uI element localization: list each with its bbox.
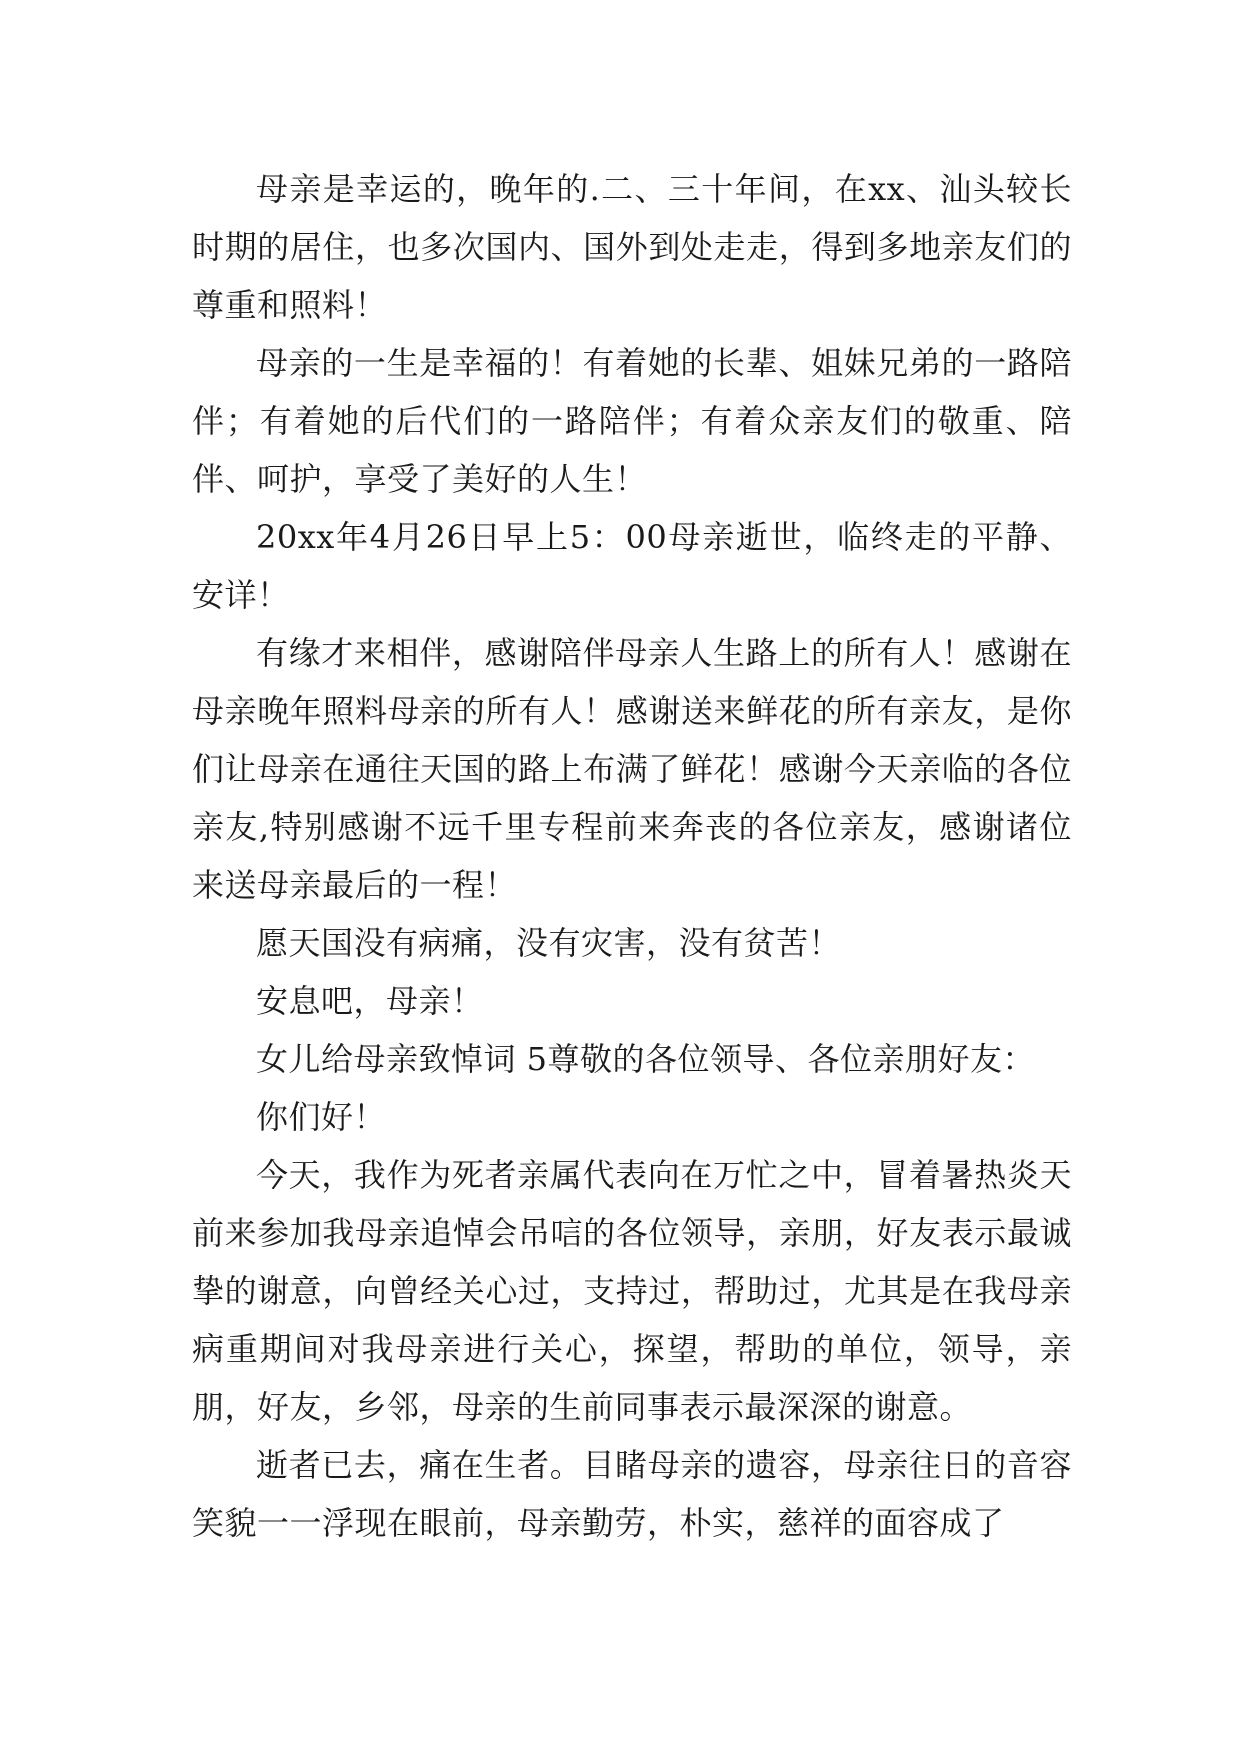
paragraph-9: 今天，我作为死者亲属代表向在万忙之中，冒着暑热炎天前来参加我母亲追悼会吊唁的各位领导，亲朋，好友表示最诚挚的谢意，向曾经关心过，支持过，帮助过，尤其是在我母亲病重期间对我母亲进行关心，探望，帮助的单位，领导，亲朋，好友，乡邻，母亲的生前同事表示最深深的谢意。	[192, 1156, 1072, 1426]
paragraph-8: 你们好！	[256, 1098, 387, 1136]
document-body	[192, 160, 1072, 1552]
paragraph-10: 逝者已去，痛在生者。目睹母亲的遗容，母亲往日的音容笑貌一一浮现在眼前，母亲勤劳，朴实，慈祥的面容成了	[192, 1446, 1072, 1542]
paragraph-6: 安息吧，母亲！	[256, 982, 484, 1020]
paragraph-2: 母亲的一生是幸福的！有着她的长辈、姐妹兄弟的一路陪伴；有着她的后代们的一路陪伴；有着众亲友们的敬重、陪伴、呵护，享受了美好的人生！	[192, 344, 1072, 498]
paragraph-4: 有缘才来相伴，感谢陪伴母亲人生路上的所有人！感谢在母亲晚年照料母亲的所有人！感谢送来鲜花的所有亲友，是你们让母亲在通往天国的路上布满了鲜花！感谢今天亲临的各位亲友,特别感谢不远千里专程前来奔丧的各位亲友，感谢诸位来送母亲最后的一程！	[192, 634, 1072, 904]
paragraph-5: 愿天国没有病痛，没有灾害，没有贫苦！	[256, 924, 842, 962]
paragraph-7: 女儿给母亲致悼词 5尊敬的各位领导、各位亲朋好友：	[256, 1040, 1036, 1078]
paragraph-1: 母亲是幸运的，晚年的.二、三十年间，在xx、汕头较长时期的居住，也多次国内、国外到处走走，得到多地亲友们的尊重和照料！	[192, 170, 1072, 324]
paragraph-3: 20xx年4月26日早上5：00母亲逝世，临终走的平静、安详！	[192, 518, 1072, 614]
